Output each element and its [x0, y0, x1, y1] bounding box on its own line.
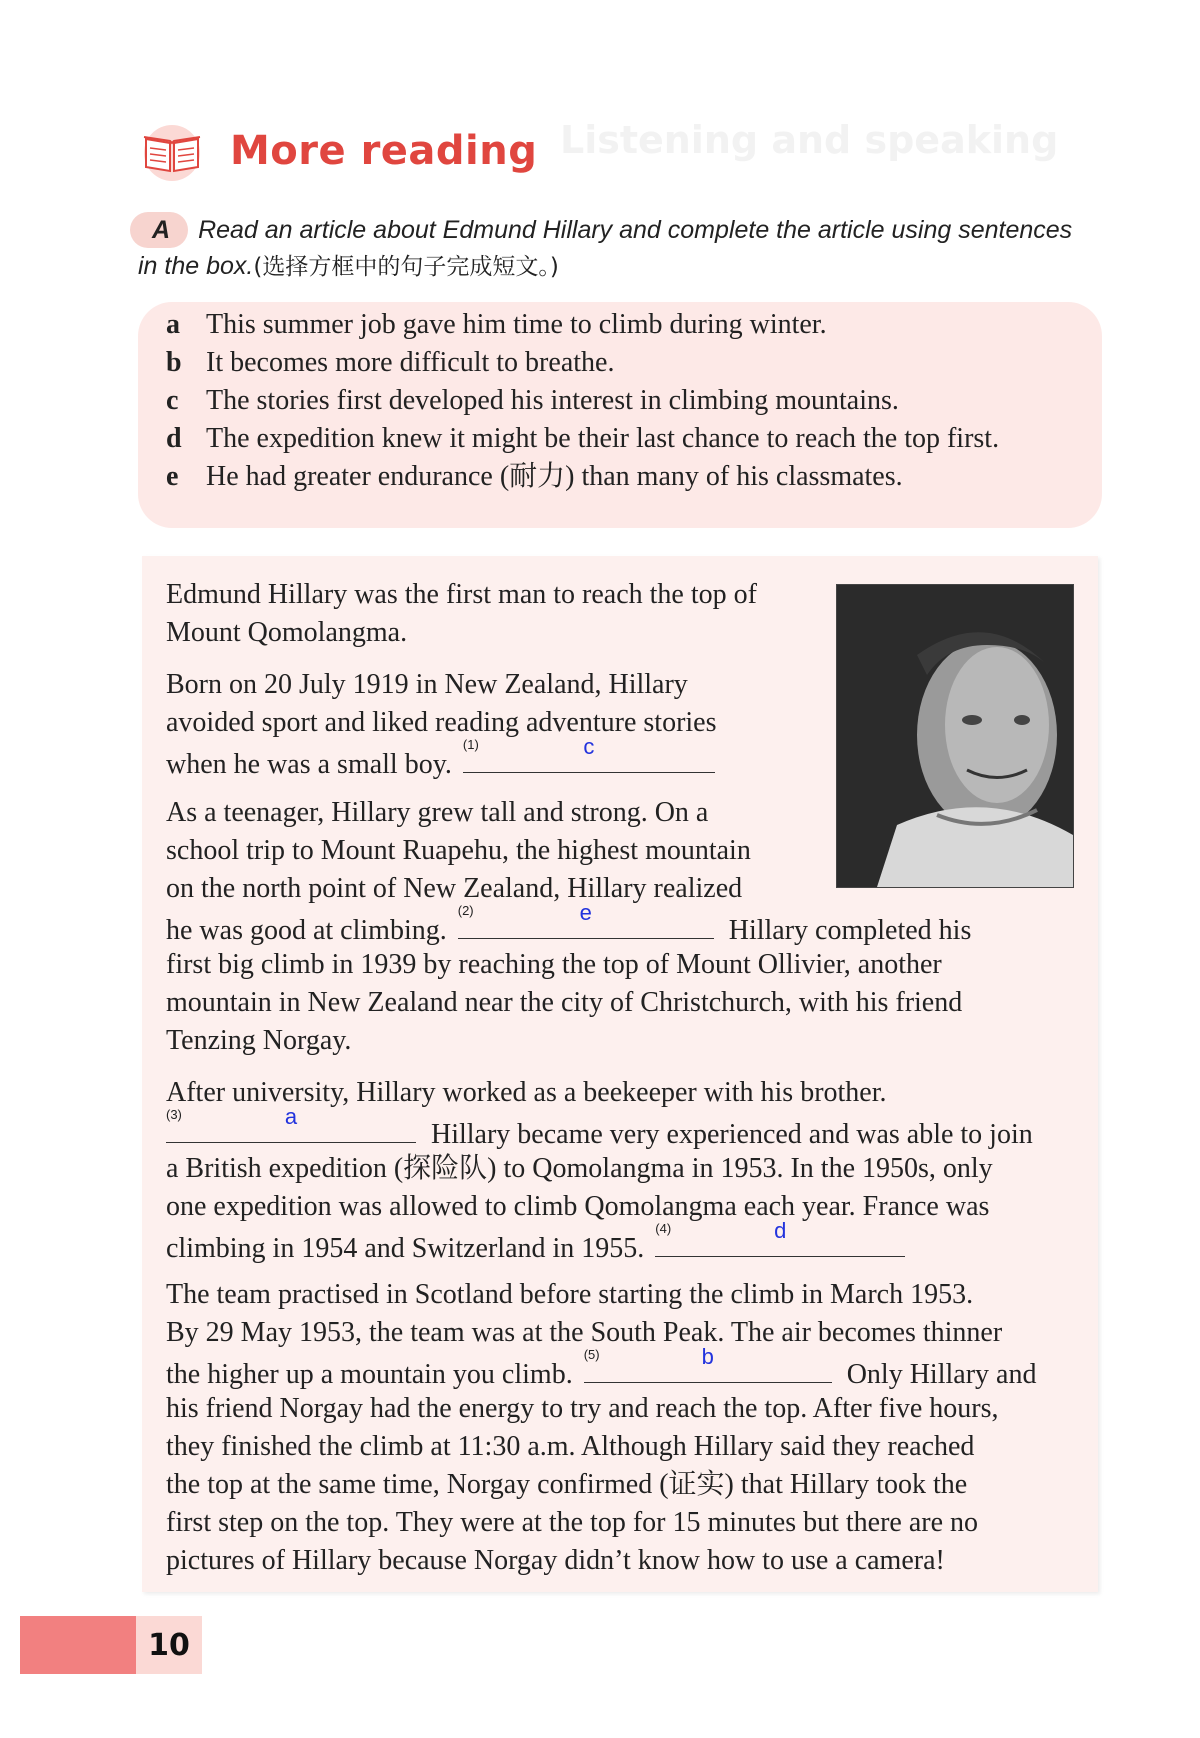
option-text: The stories first developed his interest in climbing mountains.: [206, 385, 899, 416]
page-tab-marker: [20, 1616, 136, 1674]
blank-number: (3): [166, 1107, 182, 1122]
option-item: [166, 306, 827, 344]
option-text: It becomes more difficult to breathe.: [206, 347, 615, 378]
filled-answer: d: [774, 1218, 787, 1243]
article-line: [166, 1218, 905, 1264]
article-text: Only Hillary and: [846, 1359, 1037, 1390]
article-line: Born on 20 July 1919 in New Zealand, Hillary: [166, 669, 688, 700]
blank-number: (2): [457, 903, 474, 918]
instruction-text: Read an article about Edmund Hillary and complete the article using sentences in the box.: [138, 216, 1073, 280]
article-line: pictures of Hillary because Norgay didn’t know how to use a camera!: [166, 1545, 945, 1576]
sentence-options-box: [138, 302, 1102, 528]
option-text: The expedition knew it might be their last chance to reach the top first.: [206, 423, 1000, 454]
article-line: Mount Qomolangma.: [166, 617, 408, 648]
article-line: [166, 734, 715, 780]
article-line: [166, 900, 972, 946]
article-line: [166, 1104, 1033, 1150]
section-header: [136, 116, 537, 186]
article-line: As a teenager, Hillary grew tall and strong. On a: [166, 797, 709, 828]
portrait-illustration: [837, 585, 1073, 887]
article-line: a British expedition (探险队) to Qomolangma in 1953. In the 1950s, only: [166, 1153, 993, 1184]
option-letter: a: [166, 309, 180, 340]
answer-blank-3[interactable]: [166, 1104, 416, 1143]
option-letter: e: [166, 461, 179, 492]
article-line: After university, Hillary worked as a beekeeper with his brother.: [166, 1077, 887, 1108]
option-text: He had greater endurance (耐力) than many of his classmates.: [206, 461, 903, 492]
instruction-chinese: (选择方框中的句子完成短文。): [253, 254, 559, 280]
article-line: on the north point of New Zealand, Hillary realized: [166, 873, 743, 904]
article-line: [166, 1344, 1037, 1390]
article-line: The team practised in Scotland before starting the climb in March 1953.: [166, 1279, 974, 1310]
article-text: Hillary completed his: [728, 915, 972, 946]
exercise-letter: A: [130, 212, 188, 248]
article-line: they finished the climb at 11:30 a.m. Although Hillary said they reached: [166, 1431, 975, 1462]
answer-blank-4[interactable]: [655, 1218, 905, 1257]
answer-blank-2[interactable]: [457, 900, 714, 939]
page-number: 10: [136, 1616, 202, 1674]
option-letter: d: [166, 423, 182, 454]
option-item: [166, 382, 899, 420]
article-text: Hillary became very experienced and was able to join: [431, 1119, 1033, 1150]
section-title: More reading: [230, 128, 538, 174]
article-text: climbing in 1954 and Switzerland in 1955.: [166, 1233, 645, 1264]
article-line: avoided sport and liked reading adventure stories: [166, 707, 717, 738]
answer-blank-5[interactable]: [583, 1344, 832, 1383]
article-line: one expedition was allowed to climb Qomolangma each year. France was: [166, 1191, 990, 1222]
article-line: mountain in New Zealand near the city of Christchurch, with his friend: [166, 987, 963, 1018]
filled-answer: b: [701, 1344, 714, 1369]
option-letter: b: [166, 347, 182, 378]
edmund-hillary-photo: [836, 584, 1074, 888]
filled-answer: a: [284, 1104, 298, 1129]
option-item: [166, 420, 999, 458]
article-line: school trip to Mount Ruapehu, the highest mountain: [166, 835, 751, 866]
article-text: when he was a small boy.: [166, 749, 452, 780]
article-line: first big climb in 1939 by reaching the top of Mount Ollivier, another: [166, 949, 942, 980]
article-line: Edmund Hillary was the first man to reach the top of: [166, 579, 757, 610]
open-book-icon: [136, 121, 208, 181]
filled-answer: e: [579, 900, 592, 925]
option-text: This summer job gave him time to climb during winter.: [206, 309, 827, 340]
blank-number: (1): [462, 737, 479, 752]
article-text: he was good at climbing.: [166, 915, 447, 946]
article-line: his friend Norgay had the energy to try and reach the top. After five hours,: [166, 1393, 999, 1424]
option-item: [166, 344, 614, 382]
article-line: the top at the same time, Norgay confirmed (证实) that Hillary took the: [166, 1469, 968, 1500]
answer-blank-1[interactable]: [462, 734, 715, 773]
blank-number: (5): [583, 1347, 600, 1362]
article-line: first step on the top. They were at the top for 15 minutes but there are no: [166, 1507, 979, 1538]
filled-answer: c: [583, 734, 595, 759]
exercise-instruction: [138, 212, 1078, 285]
faded-background-heading: Listening and speaking: [560, 118, 1059, 162]
blank-number: (4): [655, 1221, 672, 1236]
article-line: Tenzing Norgay.: [166, 1025, 352, 1056]
option-item: [166, 458, 903, 496]
article-text: the higher up a mountain you climb.: [166, 1359, 573, 1390]
option-letter: c: [166, 385, 179, 416]
article-line: By 29 May 1953, the team was at the South Peak. The air becomes thinner: [166, 1317, 1003, 1348]
